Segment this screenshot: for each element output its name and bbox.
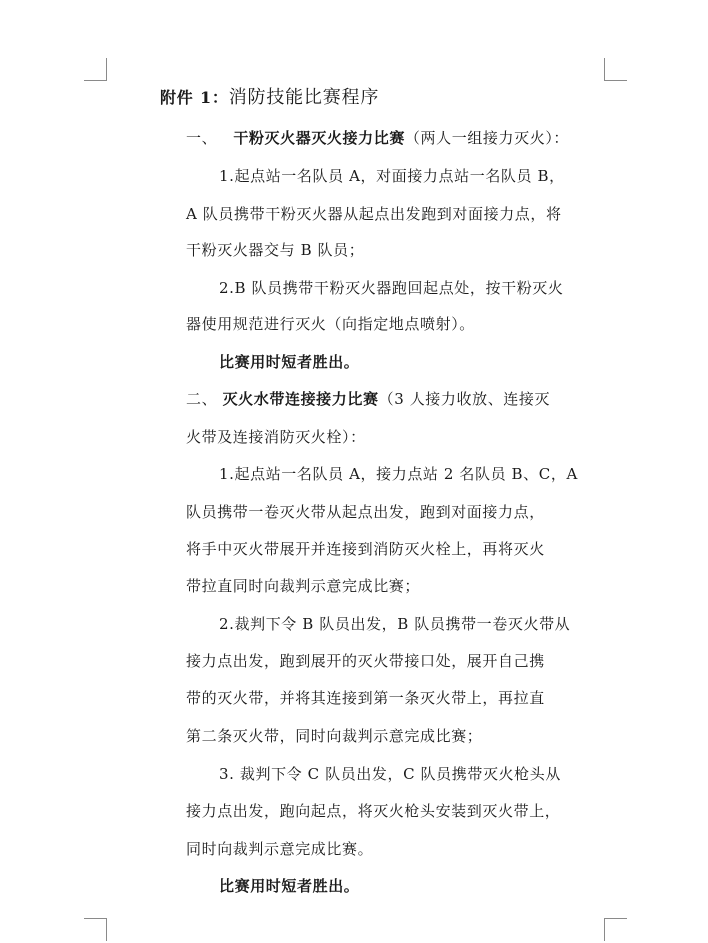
section-1-number: 一、 [186,129,218,147]
paragraph-line: 同时向裁判示意完成比赛。 [186,840,374,858]
paragraph-line: 器使用规范进行灭火（向指定地点喷射）。 [186,315,475,333]
paragraph-line: A 队员携带干粉灭火器从起点出发跑到对面接力点，将 [186,205,562,223]
section-1-heading [186,128,569,148]
section-1-note: （两人一组接力灭火）： [404,129,570,147]
paragraph-line: 1.起点站一名队员 A，接力点站 2 名队员 B、C，A [219,465,578,483]
section-2-result: 比赛用时短者胜出。 [219,877,360,895]
paragraph-line: 2.B 队员携带干粉灭火器跑回起点处，按干粉灭火 [219,279,564,297]
paragraph-line: 队员携带一卷灭火带从起点出发，跑到对面接力点， [186,503,545,521]
section-2-note: （3 人接力收放、连接灭 [378,390,551,408]
page-corner-mark-top-left [84,58,107,81]
section-2-heading [186,389,550,409]
paragraph-line: 3. 裁判下令 C 队员出发，C 队员携带灭火枪头从 [219,765,561,783]
paragraph-line: 2.裁判下令 B 队员出发，B 队员携带一卷灭火带从 [219,615,571,633]
paragraph-line: 1.起点站一名队员 A，对面接力点站一名队员 B， [219,167,565,185]
document-title [160,88,379,108]
paragraph-line: 带拉直同时向裁判示意完成比赛； [186,577,421,595]
paragraph-line: 接力点出发，跑到展开的灭火带接口处，展开自己携 [186,652,545,670]
paragraph-line: 接力点出发，跑向起点，将灭火枪头安装到灭火带上， [186,802,561,820]
section-2-title: 灭火水带连接接力比赛 [222,390,379,408]
page-corner-mark-bottom-right [604,918,627,941]
paragraph-line: 第二条灭火带，同时向裁判示意完成比赛； [186,727,483,745]
page-corner-mark-top-right [604,58,627,81]
title-text: 消防技能比赛程序 [228,87,380,108]
paragraph-line: 干粉灭火器交与 B 队员； [186,241,365,259]
section-1-result: 比赛用时短者胜出。 [219,353,360,371]
attachment-label: 附件 1： [160,88,229,107]
section-2-note-continued: 火带及连接消防灭火栓）： [186,428,366,446]
page-corner-mark-bottom-left [84,918,107,941]
paragraph-line: 将手中灭火带展开并连接到消防灭火栓上，再将灭火 [186,540,545,558]
paragraph-line: 带的灭火带，并将其连接到第一条灭火带上，再拉直 [186,689,545,707]
section-1-title: 干粉灭火器灭火接力比赛 [233,129,405,147]
section-2-number: 二、 [186,390,218,408]
